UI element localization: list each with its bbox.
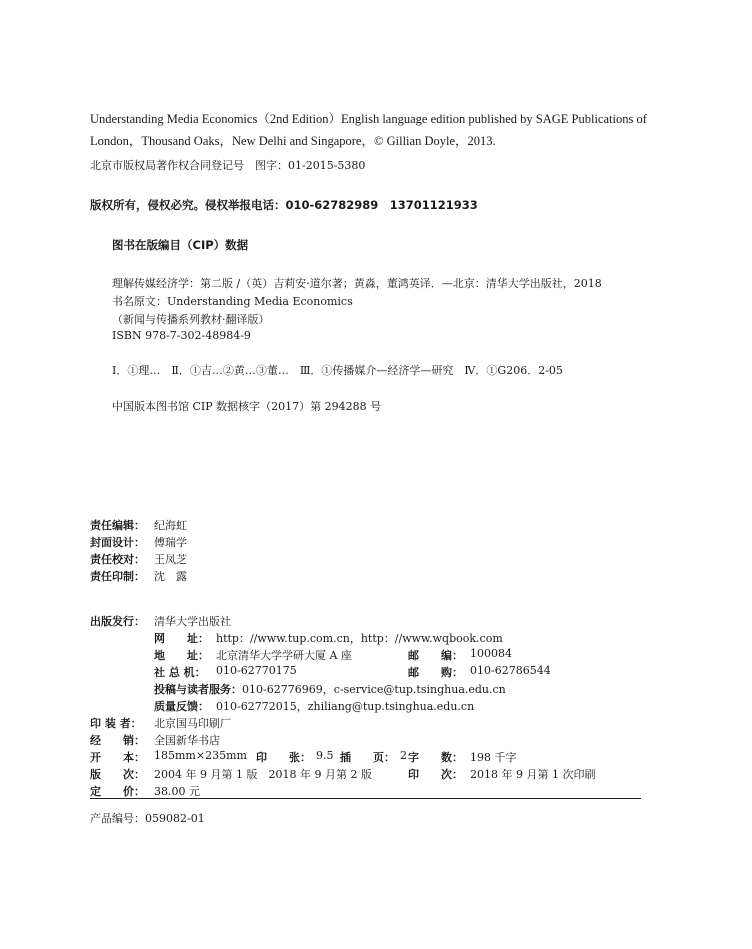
switchboard-label: 社 总 机： <box>154 666 206 679</box>
print-value: 2018 年 9 月第 1 次印刷 <box>470 768 596 781</box>
price-label: 定 价： <box>90 785 145 798</box>
publisher-label: 出版发行： <box>90 615 145 628</box>
distributor-label: 经 销： <box>90 734 145 747</box>
publisher-name: 清华大学出版社 <box>154 615 231 628</box>
size-value: 185mm×235mm <box>154 749 247 762</box>
sheets-value: 9.5 <box>316 749 334 762</box>
staff-value: 沈 露 <box>154 570 187 583</box>
mail-order-value: 010-62786544 <box>470 664 551 677</box>
price-value: 38.00 元 <box>154 785 200 798</box>
print-label: 印 次： <box>408 768 463 781</box>
service-label: 投稿与读者服务： <box>154 683 242 696</box>
sheets-label: 印 张： <box>256 751 311 764</box>
distributor-value: 全国新华书店 <box>154 734 220 747</box>
address-label: 地 址： <box>154 649 209 662</box>
edition-value: 2004 年 9 月第 1 版 2018 年 9 月第 2 版 <box>154 768 372 781</box>
service-value: 010-62776969，c-service@tup.tsinghua.edu.cn <box>242 683 506 696</box>
cip-classification: Ⅰ．①理… Ⅱ．①吉…②黄…③董… Ⅲ．①传播媒介—经济学—研究 Ⅳ．①G206．2-05 <box>112 364 563 377</box>
plates-label: 插 页： <box>340 751 395 764</box>
website-value: http：//www.tup.com.cn，http：//www.wqbook.com <box>216 632 503 645</box>
words-value: 198 千字 <box>470 751 517 764</box>
words-label: 字 数： <box>408 751 463 764</box>
staff-label: 责任校对： <box>90 553 145 566</box>
postcode-value: 100084 <box>470 647 512 660</box>
staff-value: 傅瑞学 <box>154 536 187 549</box>
cip-verification: 中国版本图书馆 CIP 数据核字（2017）第 294288 号 <box>112 400 382 413</box>
cip-heading: 图书在版编目（CIP）数据 <box>112 238 249 252</box>
mail-order-label: 邮 购： <box>408 666 463 679</box>
copyright-registration: 北京市版权局著作权合同登记号 图字：01-2015-5380 <box>90 159 366 172</box>
edition-label: 版 次： <box>90 768 145 781</box>
product-code: 产品编号：059082-01 <box>90 812 205 825</box>
staff-label: 封面设计： <box>90 536 145 549</box>
plates-value: 2 <box>400 749 407 762</box>
size-label: 开 本： <box>90 751 145 764</box>
switchboard-value: 010-62770175 <box>216 664 297 677</box>
rights-statement: 版权所有，侵权必究。侵权举报电话：010-62782989 13701121933 <box>90 198 478 212</box>
staff-value: 纪海虹 <box>154 519 187 532</box>
feedback-label: 质量反馈： <box>154 700 209 713</box>
postcode-label: 邮 编： <box>408 649 463 662</box>
staff-label: 责任印制： <box>90 570 145 583</box>
staff-label: 责任编辑： <box>90 519 145 532</box>
printer-label: 印 装 者： <box>90 717 142 730</box>
address-value: 北京清华大学学研大厦 A 座 <box>216 649 352 662</box>
website-label: 网 址： <box>154 632 209 645</box>
divider-line <box>90 798 641 799</box>
cip-line-3: （新闻与传播系列教材·翻译版） <box>112 313 270 326</box>
staff-value: 王凤芝 <box>154 553 187 566</box>
copyright-line-1: Understanding Media Economics（2nd Edition）English language edition published by SAGE Publications of <box>90 112 647 126</box>
printer-value: 北京国马印刷厂 <box>154 717 231 730</box>
copyright-line-2: London，Thousand Oaks，New Delhi and Singapore，© Gillian Doyle，2013. <box>90 134 496 148</box>
cip-line-2: 书名原文：Understanding Media Economics <box>112 295 353 308</box>
cip-line-4: ISBN 978-7-302-48984-9 <box>112 329 251 342</box>
feedback-value: 010-62772015，zhiliang@tup.tsinghua.edu.cn <box>216 700 475 713</box>
cip-line-1: 理解传媒经济学：第二版 /（英）吉莉安·道尔著；黄淼，董鸿英译．—北京：清华大学出版社，2018 <box>112 277 602 290</box>
